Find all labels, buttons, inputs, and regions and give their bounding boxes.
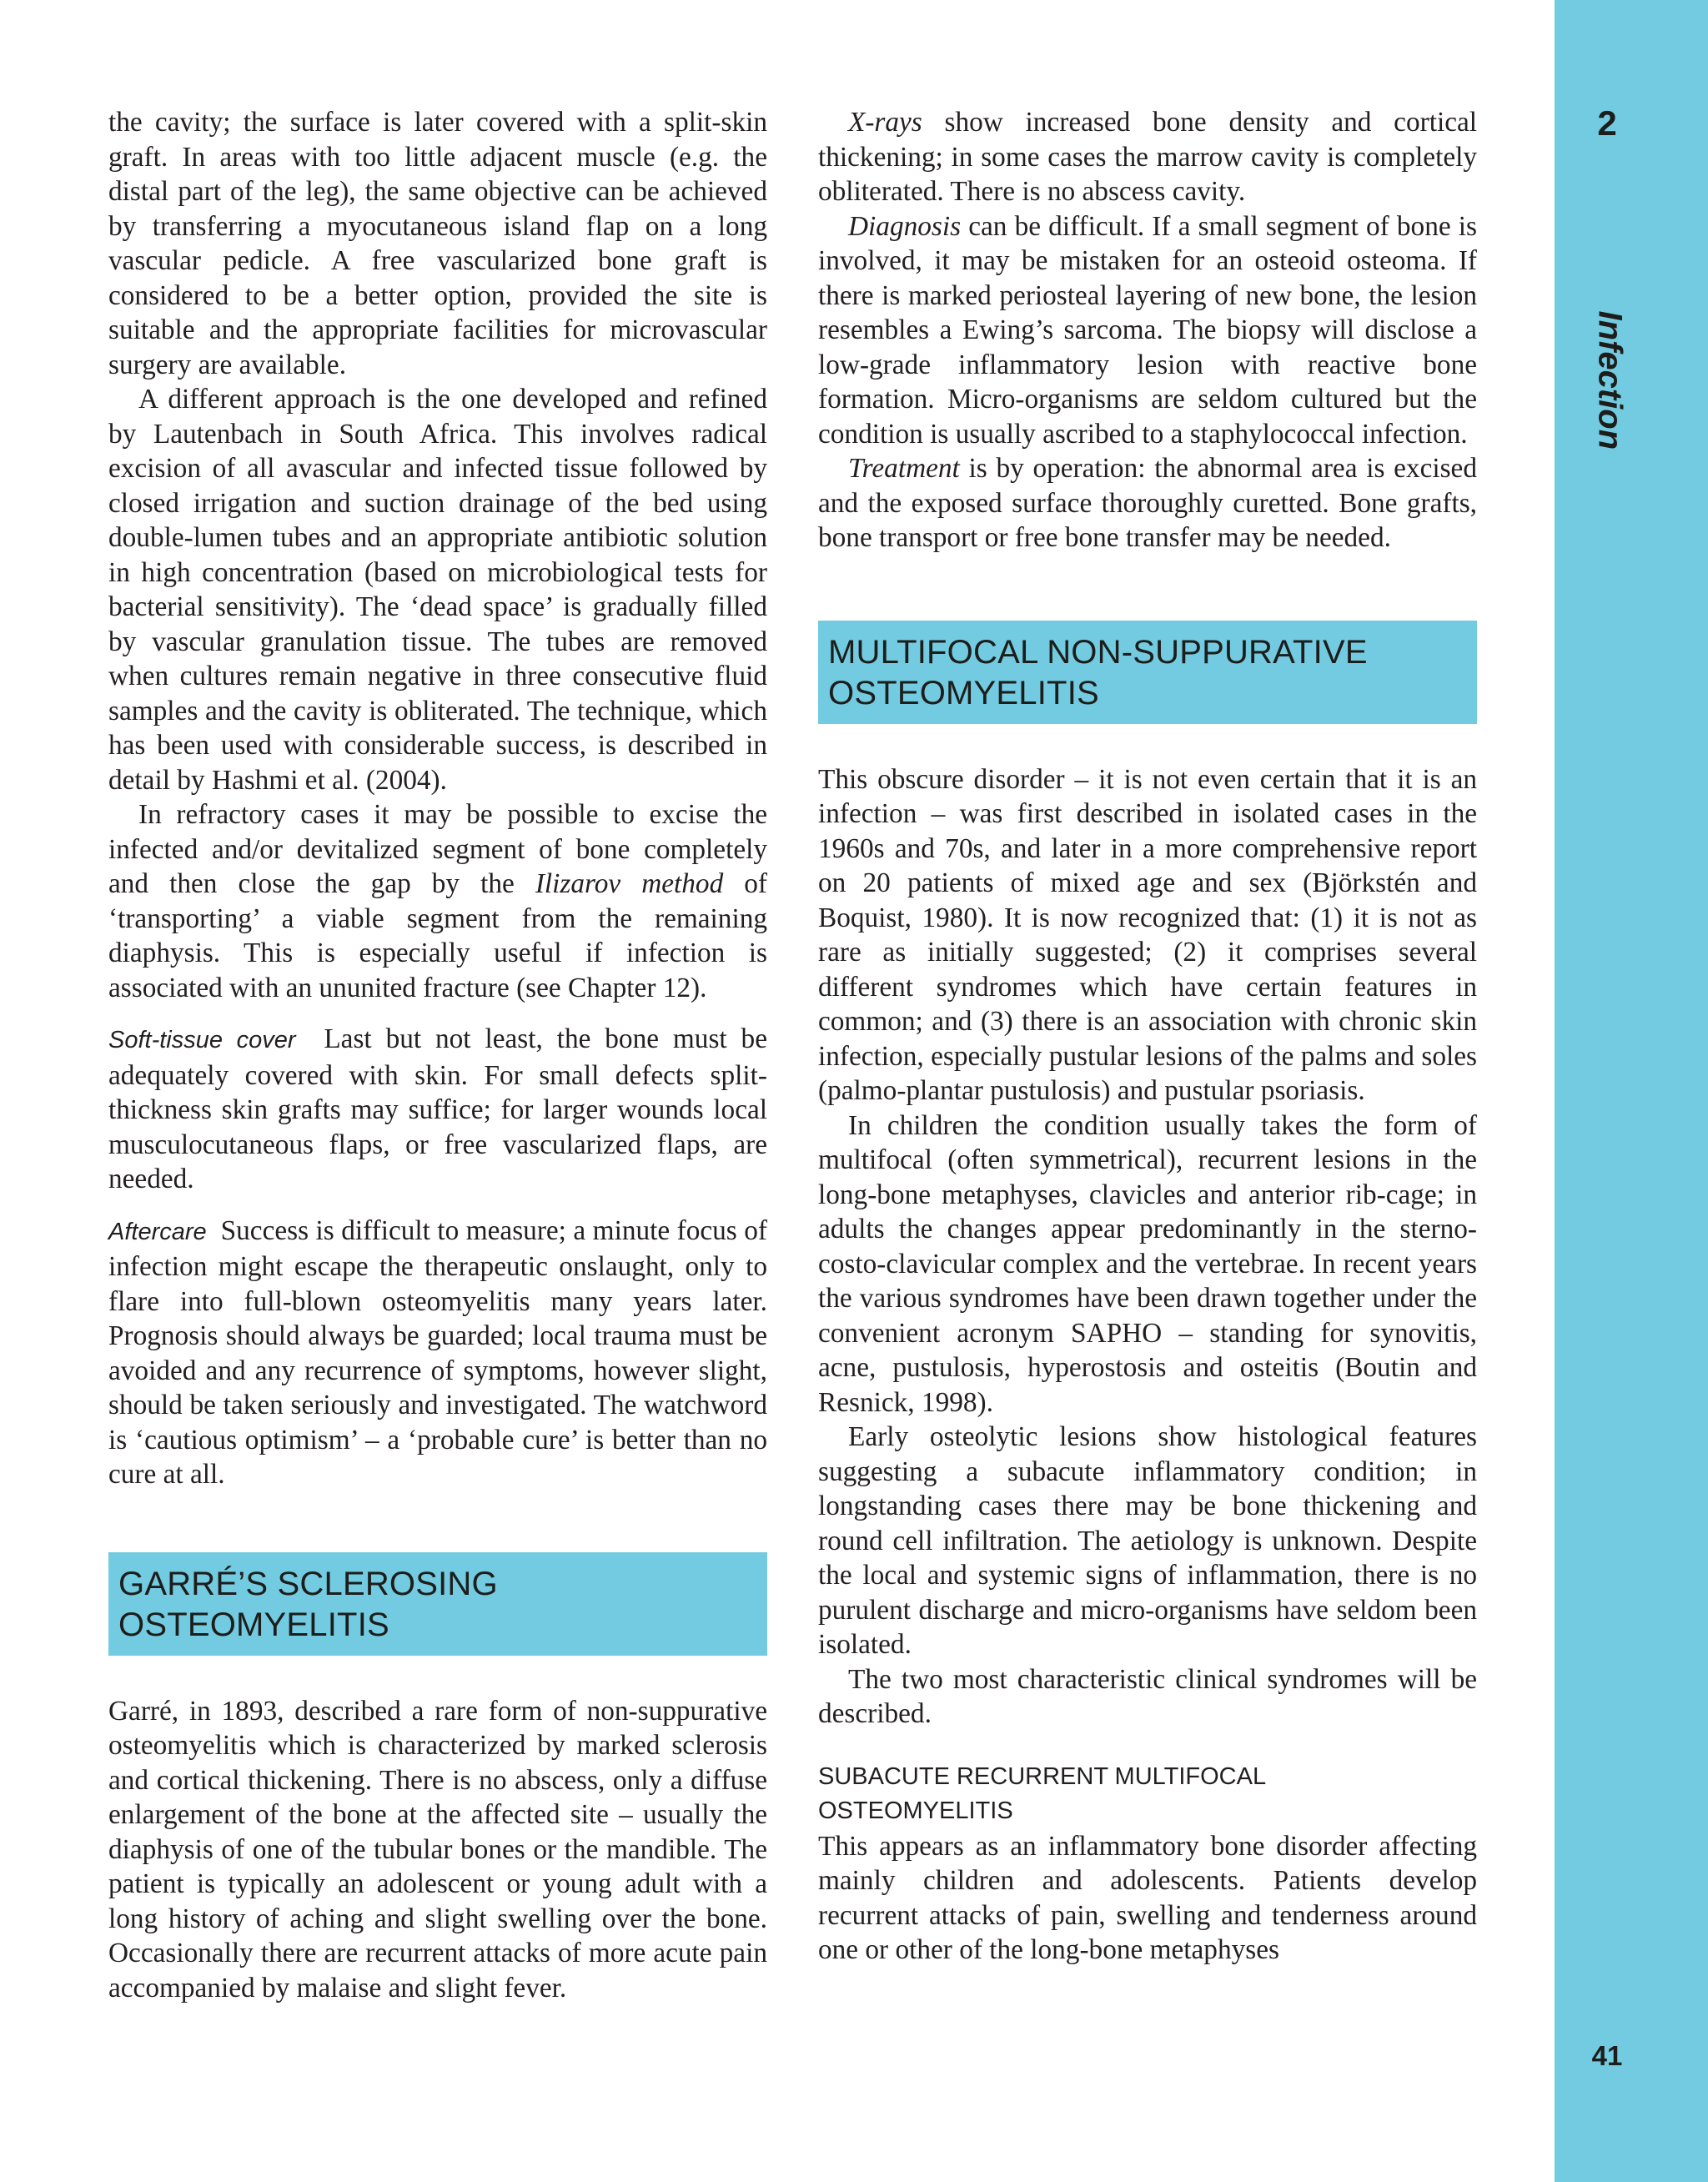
- emphasis: Treatment: [848, 453, 960, 484]
- section-heading: MULTIFOCAL NON-SUPPURATIVE OSTEOMYELITIS: [818, 621, 1477, 724]
- section-heading: GARRÉ’S SCLEROSING OSTEOMYELITIS: [108, 1552, 767, 1656]
- subsection-heading: SUBACUTE RECURRENT MULTIFOCAL OSTEOMYELITIS: [818, 1762, 1267, 1824]
- paragraph: Early osteolytic lesions show histological features suggesting a subacute inflammatory condition; in longstanding cases there may be bone thickening and round cell infiltration. The aetiology is unknown. Despite the local and systemic signs of inflammation, there is no purulent discharge and micro-organisms have seldom been isolated.: [818, 1421, 1477, 1660]
- paragraph: This obscure disorder – it is not even certain that it is an infection – was first described in isolated cases in the 1960s and 70s, and later in a more comprehensive report on 20 patients of mixed age and sex (Björkstén and Boquist, 1980). It is now recognized that: (1) it is not as rare as initially suggested; (2) it comprises several different syndromes which have certain features in common; and (3) there is an association with chronic skin infection, especially pustular lesions of the palms and soles (palmo-plantar pustulosis) and pustular psoriasis.: [818, 763, 1477, 1106]
- paragraph: Treatment is by operation: the abnormal area is excised and the exposed surface thoroughly curetted. Bone grafts, bone transport or free bone transfer may be needed.: [818, 453, 1477, 553]
- emphasis: Ilizarov method: [535, 868, 724, 899]
- paragraph: X-rays show increased bone density and cortical thickening; in some cases the marrow cavity is completely obliterated. There is no abscess cavity.: [818, 107, 1477, 207]
- paragraph: Garré, in 1893, described a rare form of non-suppurative osteomyelitis which is characterized by marked sclerosis and cortical thickening. There is no abscess, only a diffuse enlargement of the bone at the affected site – usually the diaphysis of one of the tubular bones or the mandible. The patient is typically an adolescent or young adult with a long history of aching and slight swelling over the bone. Occasionally there are recurrent attacks of more acute pain accompanied by malaise and slight fever.: [108, 1695, 767, 2004]
- right-column: [818, 105, 1477, 1968]
- chapter-side-band: [1555, 0, 1708, 2182]
- run-in-heading: Soft-tissue cover: [108, 1027, 296, 1053]
- paragraph: The two most characteristic clinical syndromes will be described.: [818, 1663, 1477, 1729]
- paragraph: the cavity; the surface is later covered with a split-skin graft. In areas with too little adjacent muscle (e.g. the distal part of the leg), the same objective can be achieved by transferring a myocutaneous island flap on a long vascular pedicle. A free vascularized bone graft is considered to be a better option, provided the site is suitable and the appropriate facilities for microvascular surgery are available.: [108, 107, 767, 380]
- emphasis: Diagnosis: [848, 210, 962, 242]
- paragraph: Soft-tissue cover Last but not least, the bone must be adequately covered with skin. For small defects split-thickness skin grafts may suffice; for larger wounds local musculocutaneous flaps, or free vascularized flaps, are needed.: [108, 1023, 767, 1194]
- left-column: [108, 105, 767, 2005]
- chapter-title: Infection: [1591, 310, 1629, 450]
- paragraph: This appears as an inflammatory bone disorder affecting mainly children and adolescents. Patients develop recurrent attacks of pain, swelling and tenderness around one or other of the long-bone metaphyses: [818, 1830, 1477, 1965]
- run-in-heading: Aftercare: [108, 1218, 207, 1245]
- paragraph: Diagnosis can be difficult. If a small segment of bone is involved, it may be mistaken for an osteoid osteoma. If there is marked periosteal layering of new bone, the lesion resembles a Ewing’s sarcoma. The biopsy will disclose a low-grade inflammatory lesion with reactive bone formation. Micro-organisms are seldom cultured but the condition is usually ascribed to a staphylococcal infection.: [818, 210, 1477, 450]
- paragraph: Aftercare Success is difficult to measure; a minute focus of infection might escape the therapeutic onslaught, only to flare into full-blown osteomyelitis many years later. Prognosis should always be guarded; local trauma must be avoided and any recurrence of symptoms, however slight, should be taken seriously and investigated. The watchword is ‘cautious optimism’ – a ‘probable cure’ is better than no cure at all.: [108, 1214, 767, 1490]
- chapter-number: 2: [1597, 103, 1617, 143]
- emphasis: X-rays: [848, 107, 922, 138]
- paragraph: A different approach is the one developed and refined by Lautenbach in South Africa. This involves radical excision of all avascular and infected tissue followed by closed irrigation and suction drainage of the bed using double-lumen tubes and an appropriate antibiotic solution in high concentration (based on microbiological tests for bacterial sensitivity). The ‘dead space’ is gradually filled by vascular granulation tissue. The tubes are removed when cultures remain negative in three consecutive fluid samples and the cavity is obliterated. The technique, which has been used with considerable success, is described in detail by Hashmi et al. (2004).: [108, 384, 767, 796]
- page-number: 41: [1591, 2040, 1623, 2071]
- paragraph: In children the condition usually takes the form of multifocal (often symmetrical), recurrent lesions in the long-bone metaphyses, clavicles and anterior rib-cage; in adults the changes appear predominantly in the sterno-costo-clavicular complex and the vertebrae. In recent years the various syndromes have been drawn together under the convenient acronym SAPHO – standing for synovitis, acne, pustulosis, hyperostosis and osteitis (Boutin and Resnick, 1998).: [818, 1109, 1477, 1418]
- paragraph: In refractory cases it may be possible to excise the infected and/or devitalized segment of bone completely and then close the gap by the Ilizarov method of ‘transporting’ a viable segment from the remaining diaphysis. This is especially useful if infection is associated with an ununited fracture (see Chapter 12).: [108, 799, 767, 1003]
